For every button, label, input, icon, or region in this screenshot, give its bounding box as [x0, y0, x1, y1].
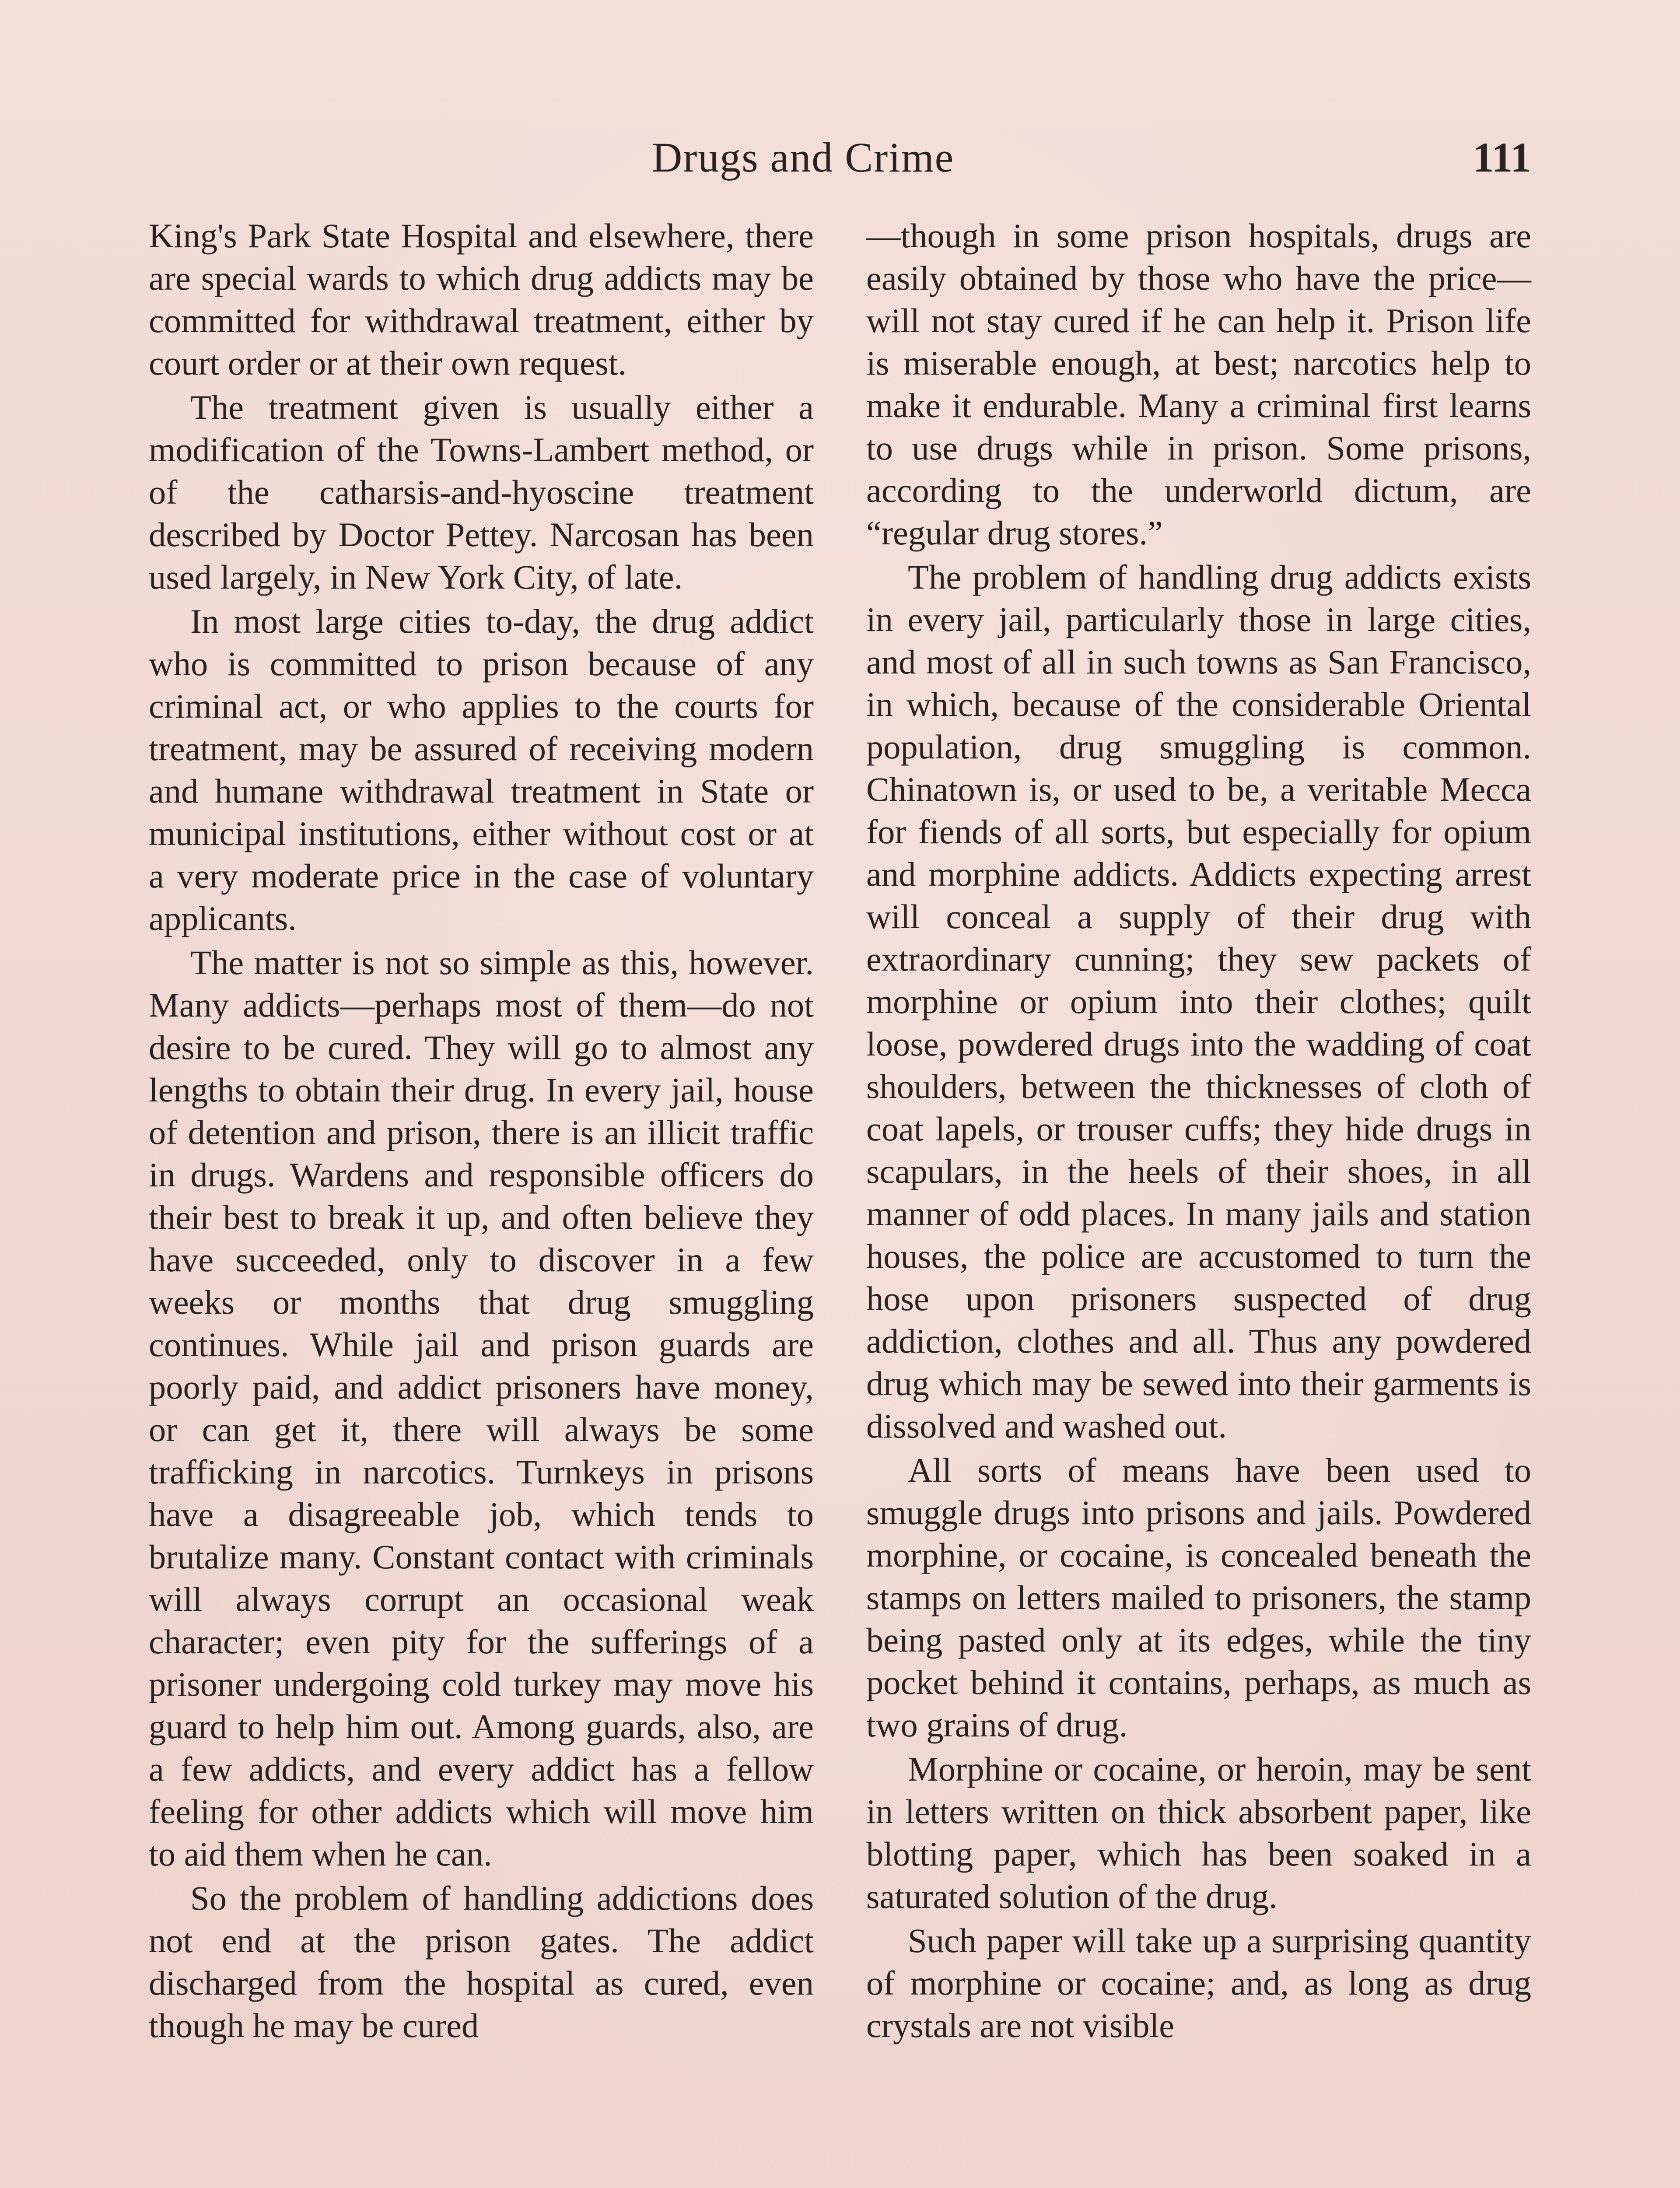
- paragraph: Such paper will take up a surprising quantity of morphine or cocaine; and, as long as drug crystals are not visible: [866, 1922, 1531, 2044]
- paragraph: —though in some prison hospitals, drugs are easily obtained by those who have the price—will not stay cured if he can help it. Prison life is miserable enough, at best; narcotics help to make it endurable. Many a criminal first learns to use drugs while in prison. Some prisons, according to the underworld dictum, are “regular drug stores.”: [866, 217, 1531, 552]
- paragraph: In most large cities to-day, the drug addict who is committed to prison because of any criminal act, or who applies to the courts for treatment, may be assured of receiving modern and humane withdrawal treatment in State or municipal institutions, either without cost or at a very moderate price in the case of voluntary applicants.: [149, 602, 814, 937]
- paragraph: All sorts of means have been used to smuggle drugs into prisons and jails. Powdered morphine, or cocaine, is concealed beneath the stamps on letters mailed to prisoners, the stamp being pasted only at its edges, while the tiny pocket behind it contains, perhaps, as much as two grains of drug.: [866, 1451, 1531, 1744]
- page-number: 111: [1473, 134, 1531, 181]
- paragraph: Morphine or cocaine, or heroin, may be sent in letters written on thick absorbent paper, like blotting paper, which has been soaked in a saturated solution of the drug.: [866, 1750, 1531, 1915]
- paragraph: The matter is not so simple as this, however. Many addicts—perhaps most of them—do not desire to be cured. They will go to almost any lengths to obtain their drug. In every jail, house of detention and prison, there is an illicit traffic in drugs. Wardens and responsible officers do their best to break it up, and often believe they have succeeded, only to discover in a few weeks or months that drug smuggling continues. While jail and prison guards are poorly paid, and addict prisoners have money, or can get it, there will always be some trafficking in narcotics. Turnkeys in prisons have a disagreeable job, which tends to brutalize many. Constant contact with criminals will always corrupt an occasional weak character; even pity for the sufferings of a prisoner undergoing cold turkey may move his guard to help him out. Among guards, also, are a few addicts, and every addict has a fellow feeling for other addicts which will move him to aid them when he can.: [149, 943, 814, 1873]
- paragraph: So the problem of handling addictions does not end at the prison gates. The addict discharged from the hospital as cured, even though he may be cured: [149, 1879, 814, 2044]
- page-header: [149, 131, 1531, 193]
- right-column: [866, 214, 1531, 2048]
- running-title: Drugs and Crime: [652, 134, 955, 181]
- paragraph: King's Park State Hospital and elsewhere, there are special wards to which drug addicts may be committed for withdrawal treatment, either by court order or at their own request.: [149, 217, 814, 382]
- paragraph: The treatment given is usually either a modification of the Towns-Lambert method, or of the catharsis-and-hyoscine treatment described by Doctor Pettey. Narcosan has been used largely, in New York City, of late.: [149, 388, 814, 596]
- paragraph: The problem of handling drug addicts exists in every jail, particularly those in large cities, and most of all in such towns as San Francisco, in which, because of the considerable Oriental population, drug smuggling is common. Chinatown is, or used to be, a veritable Mecca for fiends of all sorts, but especially for opium and morphine addicts. Addicts expecting arrest will conceal a supply of their drug with extraordinary cunning; they sew packets of morphine or opium into their clothes; quilt loose, powdered drugs into the wadding of coat shoulders, between the thicknesses of cloth of coat lapels, or trouser cuffs; they hide drugs in scapulars, in the heels of their shoes, in all manner of odd places. In many jails and station houses, the police are accustomed to turn the hose upon prisoners suspected of drug addiction, clothes and all. Thus any powdered drug which may be sewed into their garments is dissolved and washed out.: [866, 558, 1531, 1445]
- left-column: [149, 214, 814, 2048]
